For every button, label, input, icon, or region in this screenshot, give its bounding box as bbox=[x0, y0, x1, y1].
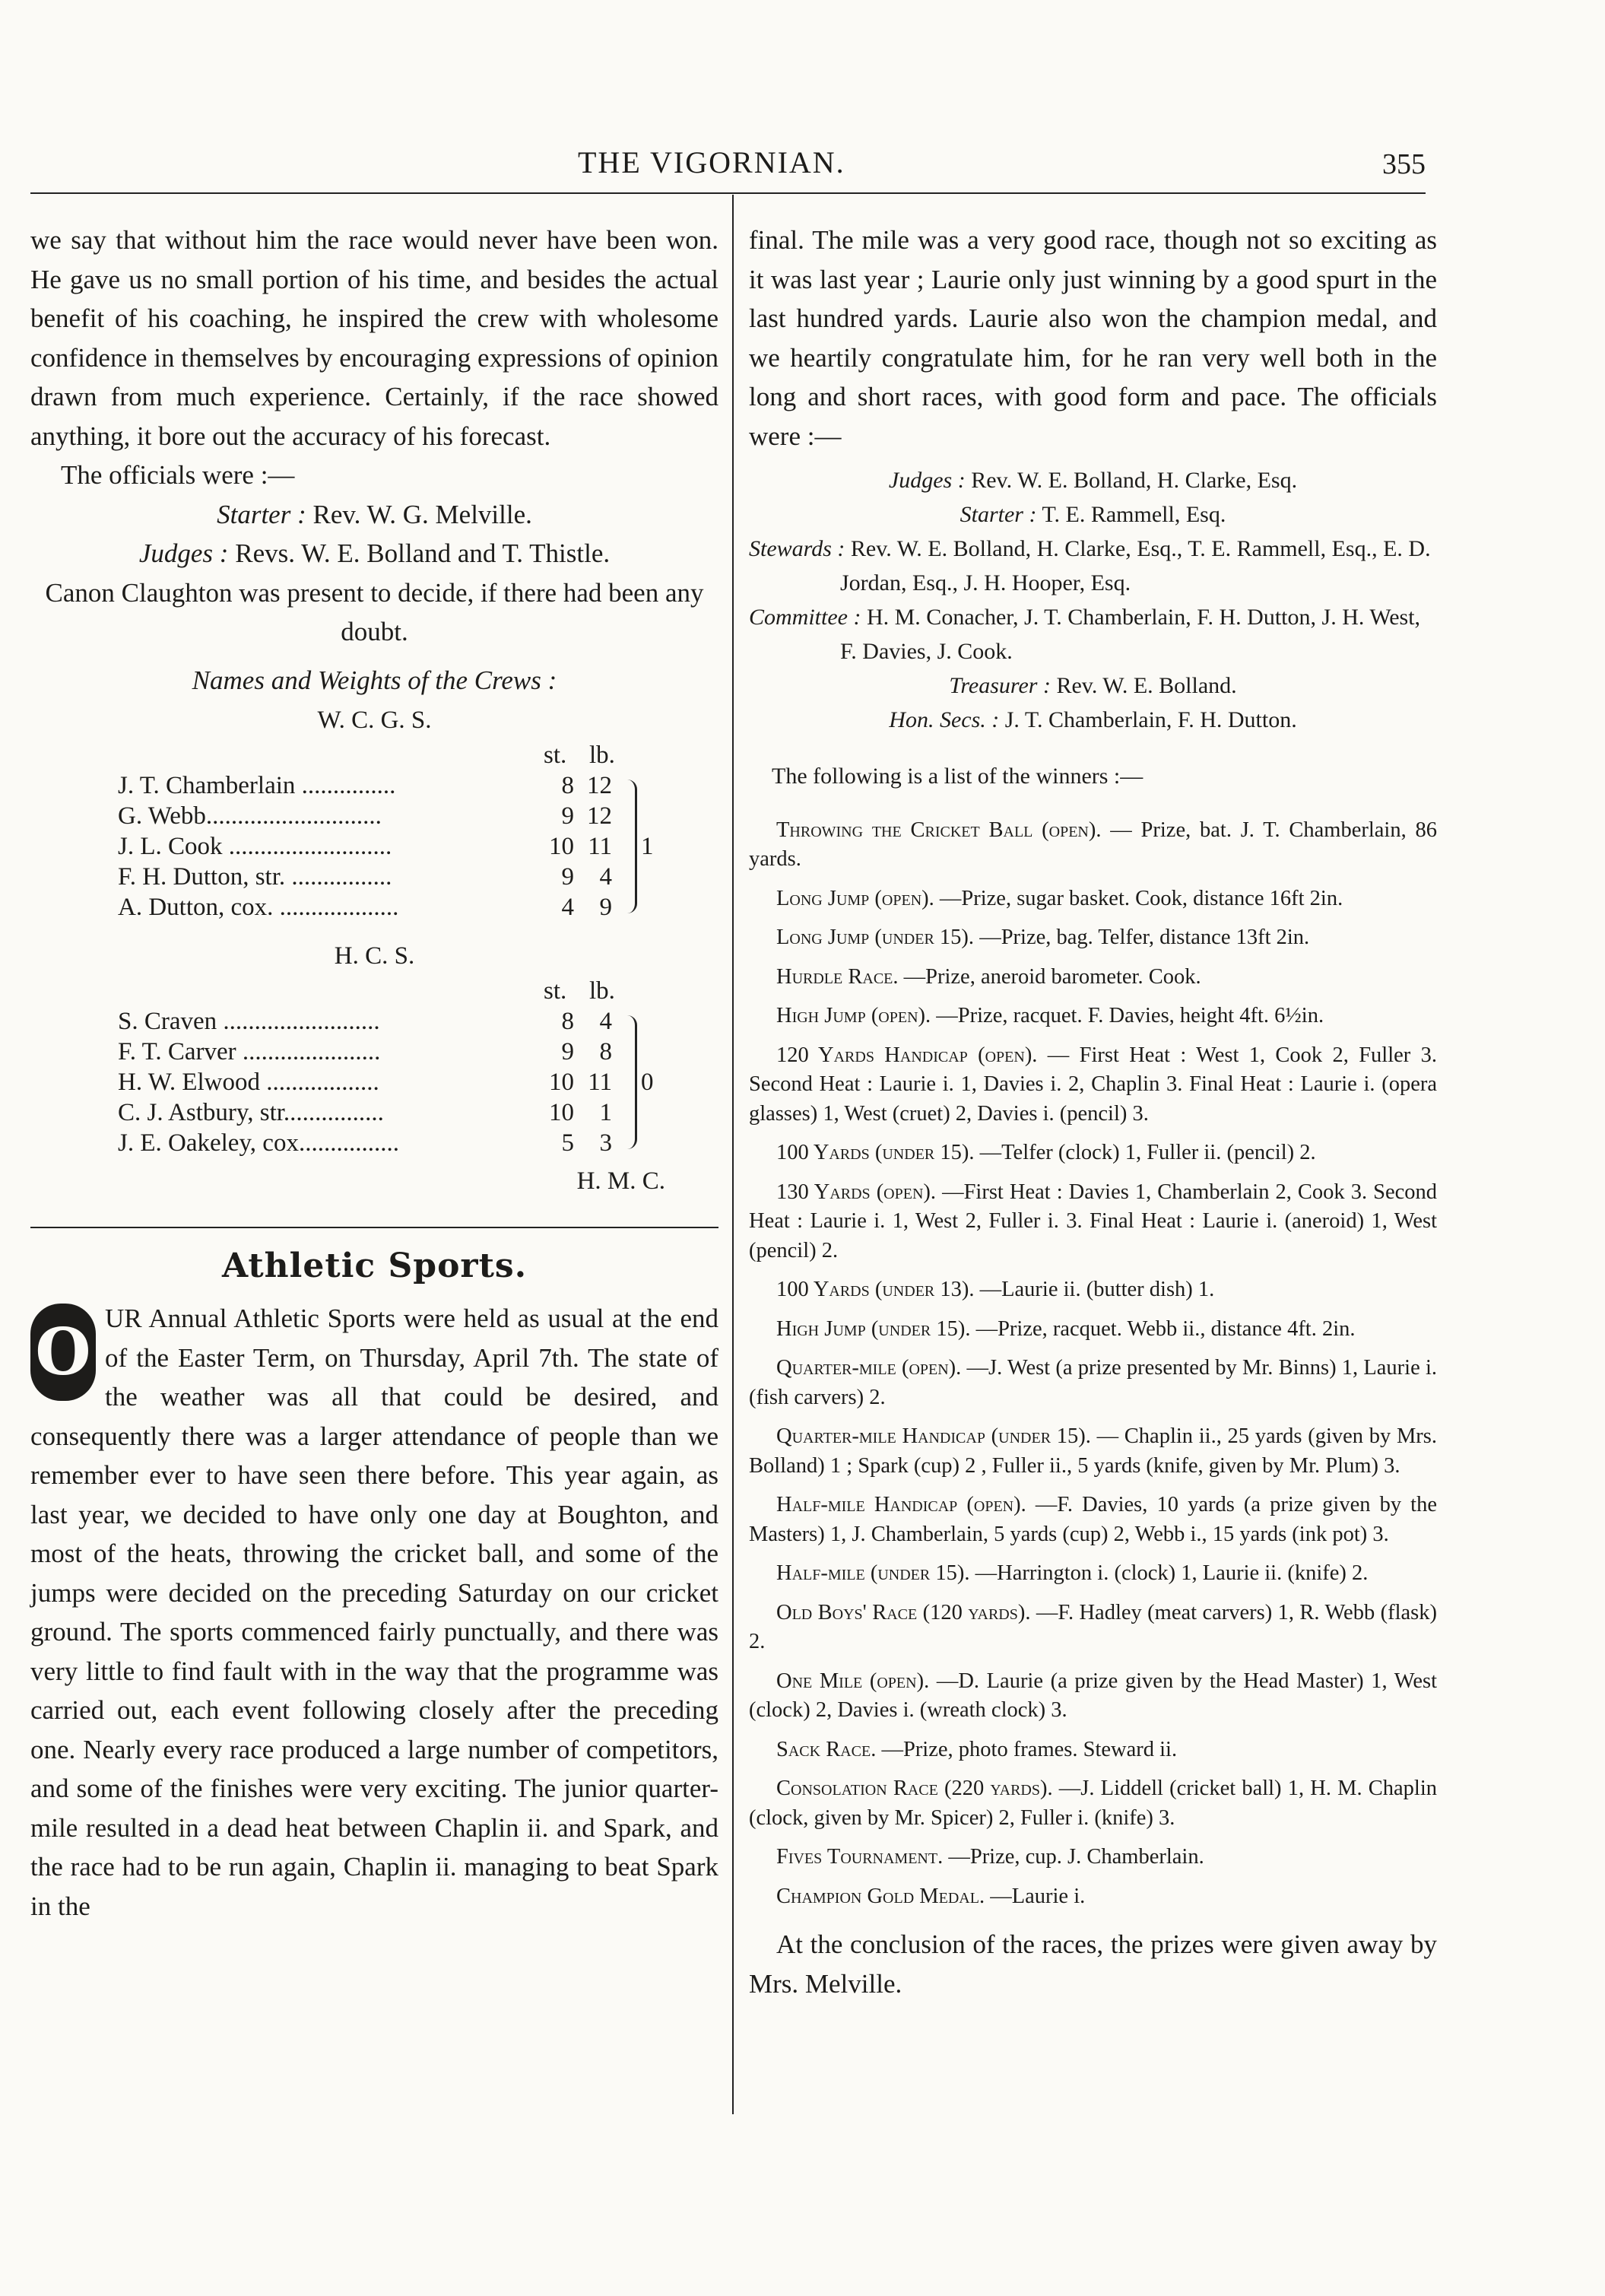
event-result bbox=[749, 1041, 1437, 1129]
event-details: —Prize, photo frames. Steward ii. bbox=[881, 1737, 1178, 1761]
mile-race-paragraph: final. The mile was a very good race, though not so exciting as it was last year ; Laurie only just winning by a good spurt in the last hundred yards. Laurie also won the champion medal, and we heartily congratulate him, for he ran very well both in the long and short races, with good form and pace. The officials were :— bbox=[749, 225, 1437, 451]
canon-note: Canon Claughton was present to decide, if there had been any doubt. bbox=[45, 577, 704, 646]
crew-member-row bbox=[118, 1067, 635, 1097]
event-result bbox=[749, 1667, 1437, 1726]
winners-intro: The following is a list of the winners :— bbox=[772, 764, 1143, 789]
event-result bbox=[749, 1774, 1437, 1833]
official-starter bbox=[749, 497, 1437, 532]
crew2-column-headers bbox=[118, 976, 635, 1006]
event-details: —Prize, bag. Telfer, distance 13ft 2in. bbox=[979, 926, 1310, 949]
official-value: H. M. Conacher, J. T. Chamberlain, F. H. Dutton, J. H. West, F. Davies, J. Cook. bbox=[840, 605, 1421, 664]
event-name: 100 Yards (under 15). bbox=[776, 1141, 975, 1164]
official-stewards bbox=[749, 532, 1437, 600]
starter-line bbox=[30, 495, 718, 535]
event-result bbox=[749, 1559, 1437, 1589]
crew-member-stone: 10 bbox=[549, 1098, 574, 1126]
crew1-rows bbox=[118, 770, 635, 923]
left-column bbox=[30, 221, 718, 1926]
crew-member-row bbox=[118, 770, 635, 801]
col-st: st. bbox=[544, 741, 567, 769]
event-details: —First Heat : Davies 1, Chamberlain 2, Cook 3. Second Heat : Laurie i. 1, West 2, Fuller i. 3. Final Heat : Laurie i. (aneroid) 1, West (pencil) 2. bbox=[749, 1180, 1437, 1262]
starter-value: Rev. W. G. Melville. bbox=[312, 499, 532, 529]
event-name: Quarter-mile Handicap (under 15). bbox=[776, 1424, 1091, 1448]
event-details: —Prize, racquet. F. Davies, height 4ft. 6½in. bbox=[936, 1004, 1324, 1027]
event-result bbox=[749, 963, 1437, 992]
event-details: —F. Hadley (meat carvers) 1, R. Webb (flask) 2. bbox=[749, 1600, 1437, 1653]
event-result bbox=[749, 1275, 1437, 1305]
event-result bbox=[749, 1599, 1437, 1657]
crew-member-pounds: 11 bbox=[588, 832, 612, 860]
event-details: —J. West (a prize presented by Mr. Binns) 1, Laurie i. (fish carvers) 2. bbox=[749, 1356, 1437, 1409]
running-title: THE VIGORNIAN. bbox=[578, 145, 845, 179]
crew1-brace bbox=[627, 780, 637, 913]
event-name: Hurdle Race. bbox=[776, 964, 899, 989]
crew-member-stone: 8 bbox=[561, 1007, 574, 1035]
event-name: Throwing the Cricket Ball (open). bbox=[776, 818, 1102, 842]
event-name: Fives Tournament. bbox=[776, 1845, 944, 1869]
event-details: —Laurie i. bbox=[990, 1884, 1086, 1908]
judges-value: Revs. W. E. Bolland and T. Thistle. bbox=[235, 538, 611, 568]
event-name: Consolation Race (220 yards). bbox=[776, 1777, 1053, 1800]
right-column bbox=[749, 221, 1437, 2003]
official-value: J. T. Chamberlain, F. H. Dutton. bbox=[1004, 707, 1297, 732]
event-name: Half-mile (under 15). bbox=[776, 1561, 970, 1585]
event-details: —Prize, racquet. Webb ii., distance 4ft. 2in. bbox=[975, 1316, 1356, 1341]
event-name: One Mile (open). bbox=[776, 1669, 930, 1693]
crews-heading: Names and Weights of the Crews : bbox=[192, 665, 557, 695]
official-judges bbox=[749, 463, 1437, 497]
event-result bbox=[749, 1002, 1437, 1031]
event-result bbox=[749, 1354, 1437, 1412]
event-result bbox=[749, 1138, 1437, 1168]
crew-member-stone: 9 bbox=[561, 862, 574, 891]
sports-article: UR Annual Athletic Sports were held as usual at the end of the Easter Term, on Thursday, April 7th. The state of the weather was all that could be desired, and consequently there was a larger attendance of people than we remember ever to have seen there before. This year again, as last year, we decided to have only one day at Boughton, and most of the heats, throwing the cricket ball, and some of the jumps were decided on the preceding Saturday on our cricket ground. The sports commenced fairly punctually, and there was very little to find fault with in the way that the programme was carried out, each event following closely after the preceding one. Nearly every race produced a large number of competitors, and some of the finishes were very exciting. The junior quarter-mile resulted in a dead heat between Chaplin ii. and Spark, and the race had to be run again, Chaplin ii. managing to beat Spark in the bbox=[30, 1304, 718, 1921]
crew-member-row bbox=[118, 1097, 635, 1128]
event-result bbox=[749, 1843, 1437, 1872]
event-details: —Telfer (clock) 1, Fuller ii. (pencil) 2. bbox=[979, 1141, 1316, 1164]
crews-block bbox=[30, 662, 718, 1196]
event-result bbox=[749, 923, 1437, 953]
judges-label: Judges : bbox=[138, 538, 229, 568]
section-divider bbox=[30, 1227, 718, 1228]
event-result bbox=[749, 1735, 1437, 1765]
crew-member-name: J. L. Cook .......................... bbox=[118, 832, 392, 860]
event-details: — Prize, bat. J. T. Chamberlain, 86 yards. bbox=[749, 818, 1437, 871]
crew-member-pounds: 12 bbox=[587, 771, 612, 799]
crew-member-row bbox=[118, 862, 635, 892]
event-result bbox=[749, 1315, 1437, 1345]
event-name: 100 Yards (under 13). bbox=[776, 1278, 975, 1301]
crew-member-name: J. E. Oakeley, cox................ bbox=[118, 1129, 399, 1157]
official-label: Committee : bbox=[749, 605, 861, 630]
crew-member-row bbox=[118, 1128, 635, 1158]
col-st: st. bbox=[544, 977, 567, 1005]
event-result bbox=[749, 1422, 1437, 1481]
event-details: — First Heat : West 1, Cook 2, Fuller 3. Second Heat : Laurie i. 1, Davies i. 2, Chaplin 3. Final Heat : Laurie i. (opera glasses) 1, West (cruet) 2, Davies i. (pencil) 3. bbox=[749, 1043, 1437, 1126]
official-label: Treasurer : bbox=[949, 673, 1051, 698]
dropcap-letter: O bbox=[30, 1304, 96, 1401]
event-name: High Jump (open). bbox=[776, 1004, 931, 1027]
judges-line bbox=[30, 534, 718, 573]
crew-member-pounds: 9 bbox=[599, 893, 612, 921]
event-details: —Prize, cup. J. Chamberlain. bbox=[948, 1845, 1204, 1869]
crew2-table bbox=[118, 976, 654, 1158]
event-details: — Chaplin ii., 25 yards (given by Mrs. Bolland) 1 ; Spark (cup) 2 , Fuller ii., 5 yards (knife, given by Mr. Plum) 3. bbox=[749, 1424, 1437, 1478]
official-label: Judges : bbox=[888, 468, 966, 493]
crew-member-stone: 10 bbox=[549, 1068, 574, 1096]
crew-member-name: F. T. Carver ...................... bbox=[118, 1037, 381, 1065]
event-details: —Prize, sugar basket. Cook, distance 16ft 2in. bbox=[939, 886, 1343, 910]
event-name: 130 Yards (open). bbox=[776, 1180, 937, 1204]
crew-member-stone: 9 bbox=[561, 802, 574, 830]
crew1-school: W. C. G. S. bbox=[317, 706, 432, 734]
event-name: Sack Race. bbox=[776, 1737, 877, 1761]
col-lb: lb. bbox=[589, 741, 615, 769]
crew2-rows bbox=[118, 1006, 635, 1158]
page-header bbox=[30, 144, 1426, 190]
event-details: —Prize, aneroid barometer. Cook. bbox=[903, 964, 1201, 989]
crew-member-stone: 9 bbox=[561, 1037, 574, 1065]
official-committee bbox=[749, 600, 1437, 668]
crew2-brace bbox=[627, 1015, 637, 1149]
official-treasurer bbox=[749, 668, 1437, 703]
crew2-result: 0 bbox=[641, 1068, 654, 1096]
officials-intro: The officials were :— bbox=[61, 460, 295, 490]
closing-paragraph: At the conclusion of the races, the prizes were given away by Mrs. Melville. bbox=[749, 1929, 1437, 1999]
event-result bbox=[749, 1178, 1437, 1266]
crew-member-pounds: 12 bbox=[587, 802, 612, 830]
crew-member-row bbox=[118, 1006, 635, 1037]
event-details: —J. Liddell (cricket ball) 1, H. M. Chaplin (clock, given by Mr. Spicer) 2, Fuller i. (knife) 3. bbox=[749, 1777, 1437, 1830]
crew-member-pounds: 8 bbox=[599, 1037, 612, 1065]
event-name: Champion Gold Medal. bbox=[776, 1884, 985, 1908]
crew1-table bbox=[118, 740, 654, 923]
event-name: Old Boys' Race (120 yards). bbox=[776, 1600, 1031, 1624]
event-result bbox=[749, 816, 1437, 875]
crew-member-pounds: 3 bbox=[599, 1129, 612, 1157]
official-hon-secs bbox=[749, 703, 1437, 737]
crew-member-name: J. T. Chamberlain ............... bbox=[118, 771, 396, 799]
official-value: T. E. Rammell, Esq. bbox=[1042, 502, 1226, 527]
events-list bbox=[749, 816, 1437, 1912]
event-name: 120 Yards Handicap (open). bbox=[776, 1043, 1038, 1067]
crew-member-row bbox=[118, 1037, 635, 1067]
rowing-closing-paragraph: we say that without him the race would never have been won. He gave us no small portion of his time, and besides the actual benefit of his coaching, he inspired the crew with wholesome confidence in themselves by encouraging expressions of opinion drawn from much experience. Certainly, if the race showed anything, it bore out the accuracy of his forecast. bbox=[30, 225, 718, 451]
article-body bbox=[30, 1299, 718, 1926]
race-winner: H. M. C. bbox=[576, 1167, 665, 1195]
event-details: —Harrington i. (clock) 1, Laurie ii. (knife) 2. bbox=[975, 1561, 1369, 1585]
crew-member-name: S. Craven ......................... bbox=[118, 1007, 380, 1035]
official-label: Stewards : bbox=[749, 536, 845, 561]
crew-member-name: G. Webb............................ bbox=[118, 802, 382, 830]
official-value: Rev. W. E. Bolland. bbox=[1056, 673, 1237, 698]
crew-member-pounds: 4 bbox=[599, 862, 612, 891]
event-result bbox=[749, 884, 1437, 914]
section-heading: Athletic Sports. bbox=[221, 1246, 528, 1285]
crew-member-name: F. H. Dutton, str. ................ bbox=[118, 862, 392, 891]
crew-member-stone: 10 bbox=[549, 832, 574, 860]
event-details: —F. Davies, 10 yards (a prize given by the Masters) 1, J. Chamberlain, 5 yards (cup) 2, Webb i., 15 yards (ink pot) 3. bbox=[749, 1493, 1437, 1546]
crew-member-row bbox=[118, 892, 635, 923]
event-details: —Laurie ii. (butter dish) 1. bbox=[979, 1278, 1215, 1301]
column-divider bbox=[732, 195, 734, 2114]
event-details: —D. Laurie (a prize given by the Head Master) 1, West (clock) 2, Davies i. (wreath clock) 3. bbox=[749, 1669, 1438, 1722]
crew-member-name: A. Dutton, cox. ................... bbox=[118, 893, 399, 921]
crew1-result: 1 bbox=[641, 832, 654, 860]
crew2-school: H. C. S. bbox=[334, 942, 415, 970]
event-name: Quarter-mile (open). bbox=[776, 1356, 962, 1380]
crew-member-stone: 8 bbox=[561, 771, 574, 799]
event-name: High Jump (under 15). bbox=[776, 1316, 971, 1341]
crew1-column-headers bbox=[118, 740, 635, 770]
crew-member-stone: 4 bbox=[561, 893, 574, 921]
header-rule bbox=[30, 192, 1426, 194]
crew-member-row bbox=[118, 801, 635, 831]
crew-member-name: C. J. Astbury, str................ bbox=[118, 1098, 384, 1126]
event-name: Half-mile Handicap (open). bbox=[776, 1493, 1026, 1516]
event-name: Long Jump (open). bbox=[776, 886, 934, 910]
crew-member-name: H. W. Elwood .................. bbox=[118, 1068, 379, 1096]
event-result bbox=[749, 1882, 1437, 1912]
page-number: 355 bbox=[1382, 148, 1426, 180]
official-value: Rev. W. E. Bolland, H. Clarke, Esq., T. E. Rammell, Esq., E. D. Jordan, Esq., J. H. Hooper, Esq. bbox=[840, 536, 1431, 595]
starter-label: Starter : bbox=[217, 499, 306, 529]
crew-member-row bbox=[118, 831, 635, 862]
official-label: Starter : bbox=[960, 502, 1037, 527]
crew-member-pounds: 4 bbox=[599, 1007, 612, 1035]
crew-member-pounds: 1 bbox=[599, 1098, 612, 1126]
event-name: Long Jump (under 15). bbox=[776, 926, 975, 949]
crew-member-pounds: 11 bbox=[588, 1068, 612, 1096]
crew-member-stone: 5 bbox=[561, 1129, 574, 1157]
col-lb: lb. bbox=[589, 977, 615, 1005]
official-value: Rev. W. E. Bolland, H. Clarke, Esq. bbox=[971, 468, 1298, 493]
official-label: Hon. Secs. : bbox=[889, 707, 1000, 732]
event-result bbox=[749, 1491, 1437, 1549]
officials-list bbox=[749, 463, 1437, 737]
